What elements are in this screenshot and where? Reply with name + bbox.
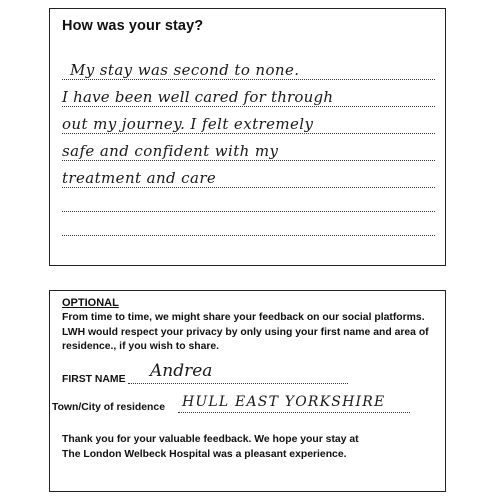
ruled-line [62, 160, 435, 161]
handwritten-line-4: safe and confident with my [62, 142, 279, 160]
privacy-text-line: LWH would respect your privacy by only using your first name and area of [62, 326, 429, 338]
ruled-line [62, 133, 435, 134]
privacy-text [62, 311, 440, 355]
thank-you-text [62, 433, 440, 462]
feedback-card [49, 8, 446, 266]
handwritten-line-5: treatment and care [62, 169, 217, 187]
residence-value[interactable]: HULL EAST YORKSHIRE [182, 394, 386, 410]
first-name-line [128, 383, 348, 384]
optional-heading: OPTIONAL [62, 297, 119, 309]
privacy-text-line: residence., if you wish to share. [62, 341, 220, 352]
ruled-line [62, 79, 435, 80]
ruled-line [62, 211, 435, 212]
privacy-text-line: From time to time, we might share your feedback on our social platforms. [62, 312, 425, 323]
optional-card [49, 290, 446, 492]
thank-you-line: The London Welbeck Hospital was a pleasant experience. [62, 448, 347, 460]
ruled-line [62, 235, 435, 236]
handwritten-line-3: out my journey. I felt extremely [62, 115, 314, 133]
handwritten-line-2: I have been well cared for through [62, 88, 334, 106]
first-name-value[interactable]: Andrea [150, 361, 213, 381]
residence-label: Town/City of residence [52, 402, 165, 413]
thank-you-line: Thank you for your valuable feedback. We hope your stay at [62, 434, 359, 445]
handwritten-line-1: My stay was second to none. [70, 61, 300, 79]
ruled-line [62, 106, 435, 107]
ruled-line [62, 187, 435, 188]
feedback-question: How was your stay? [62, 18, 204, 34]
first-name-label: FIRST NAME [62, 374, 126, 385]
residence-line [178, 412, 410, 413]
